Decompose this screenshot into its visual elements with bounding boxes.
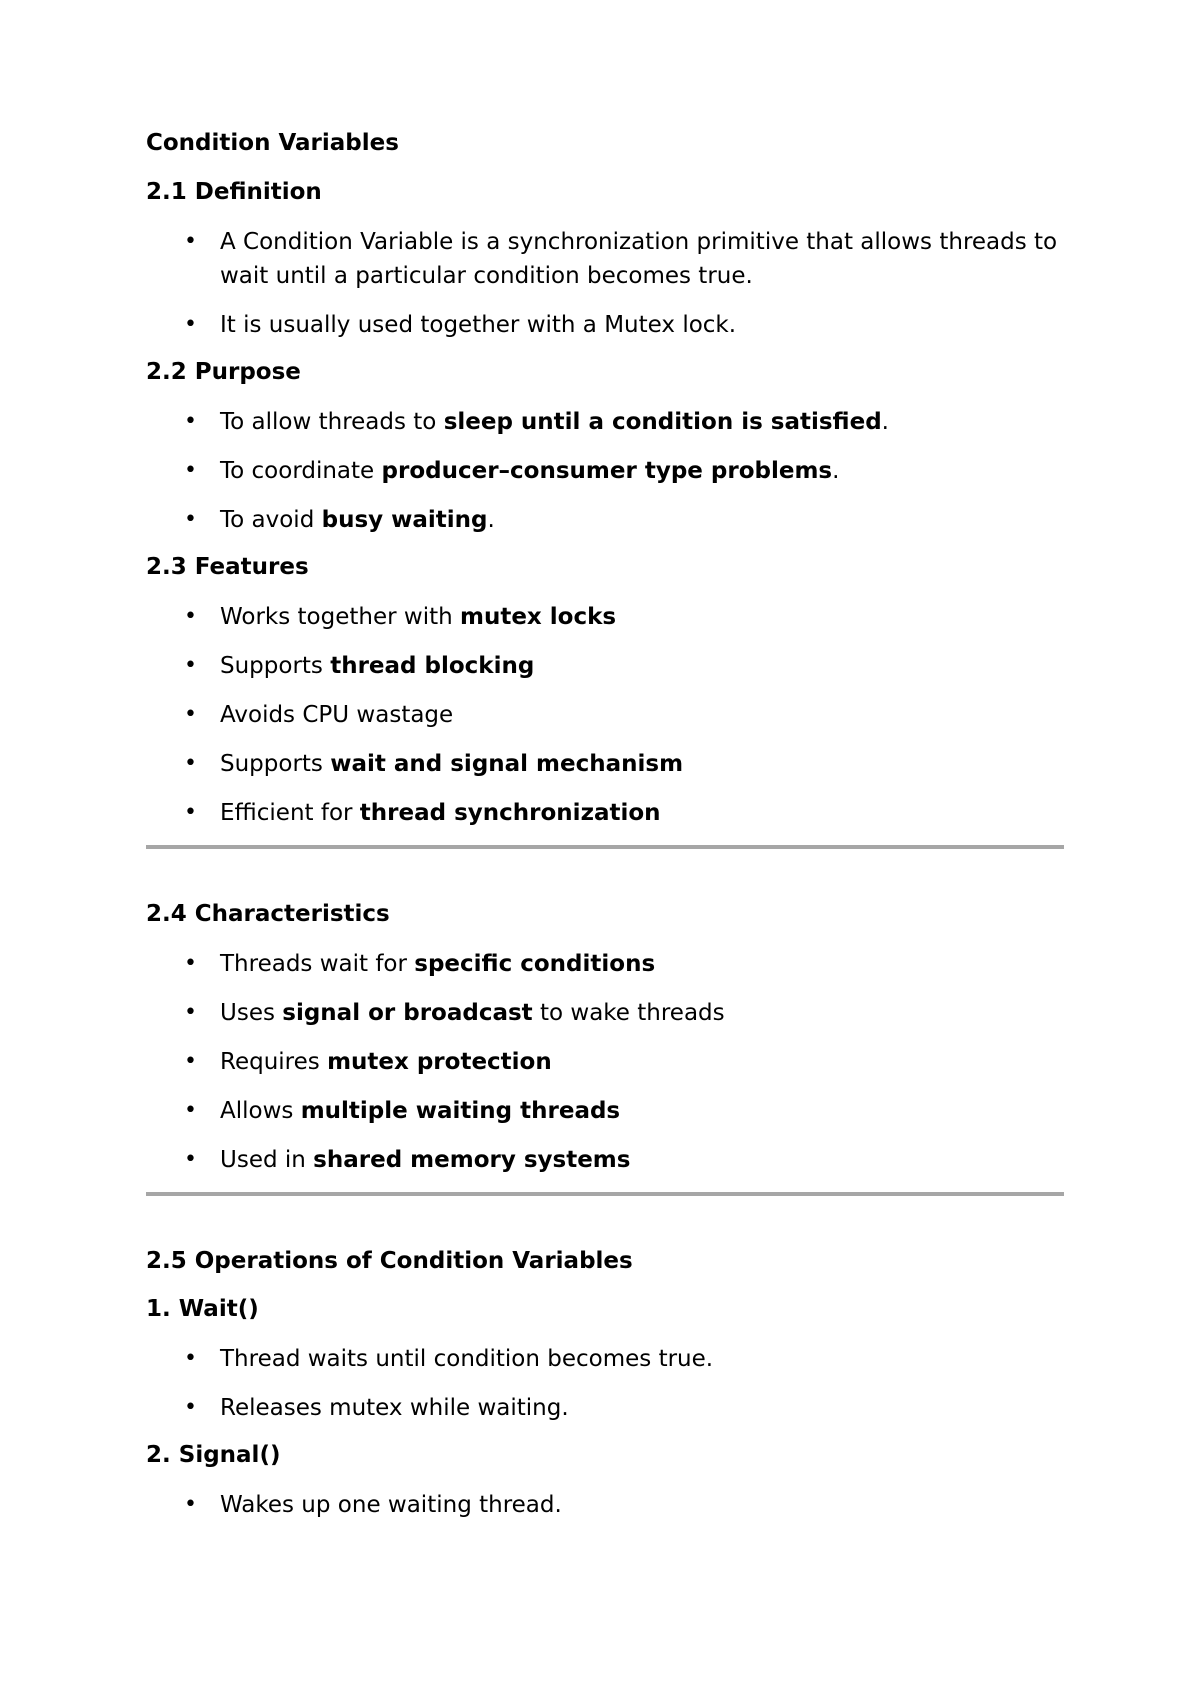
- bullet-item: [146, 996, 1064, 1030]
- bullet-list: [146, 225, 1064, 342]
- bullet-item: [146, 947, 1064, 981]
- bullet-dot-icon: •: [184, 1098, 197, 1123]
- section-heading: 2.4 Characteristics: [146, 901, 390, 927]
- bold-text: specific conditions: [414, 951, 656, 977]
- text: A Condition Variable is a synchronization primitive that allows threads to wait until a particular condition becomes true.: [220, 229, 1058, 289]
- text: To allow threads to: [220, 409, 444, 435]
- text: Uses: [220, 1000, 283, 1026]
- bullet-dot-icon: •: [184, 702, 197, 727]
- bullet-dot-icon: •: [184, 951, 197, 976]
- section-heading: 1. Wait(): [146, 1296, 259, 1322]
- bullet-item: [146, 1488, 1064, 1522]
- section-heading: 2.1 Definition: [146, 179, 322, 205]
- text: Avoids CPU wastage: [220, 702, 454, 728]
- text: Thread waits until condition becomes true.: [220, 1346, 714, 1372]
- text: Wakes up one waiting thread.: [220, 1492, 562, 1518]
- text: .: [487, 507, 495, 533]
- bullet-dot-icon: •: [184, 1492, 197, 1517]
- bullet-item: [146, 308, 1064, 342]
- bullet-item: [146, 1342, 1064, 1376]
- text: Requires: [220, 1049, 328, 1075]
- text: Efficient for: [220, 800, 360, 826]
- document-title: Condition Variables: [146, 130, 399, 156]
- text: Supports: [220, 653, 331, 679]
- bold-text: busy waiting: [321, 507, 488, 533]
- bullet-dot-icon: •: [184, 1000, 197, 1025]
- bold-text: sleep until a condition is satisfied: [443, 409, 882, 435]
- text: Works together with: [220, 604, 460, 630]
- bullet-item: [146, 600, 1064, 634]
- bullet-item: [146, 698, 1064, 732]
- section-heading: 2.2 Purpose: [146, 359, 301, 385]
- text: Used in: [220, 1147, 314, 1173]
- text: .: [832, 458, 840, 484]
- horizontal-divider: [146, 1192, 1064, 1196]
- text: Releases mutex while waiting.: [220, 1395, 569, 1421]
- bullet-item: [146, 1143, 1064, 1177]
- bullet-list: [146, 1488, 1064, 1522]
- bullet-dot-icon: •: [184, 653, 197, 678]
- text: Supports: [220, 751, 331, 777]
- bold-text: wait and signal mechanism: [330, 751, 684, 777]
- bullet-dot-icon: •: [184, 1346, 197, 1371]
- bullet-item: [146, 503, 1064, 537]
- horizontal-divider: [146, 845, 1064, 849]
- text: Threads wait for: [220, 951, 415, 977]
- bold-text: thread synchronization: [359, 800, 661, 826]
- bold-text: thread blocking: [330, 653, 535, 679]
- bullet-dot-icon: •: [184, 604, 197, 629]
- bullet-item: [146, 747, 1064, 781]
- section-heading: 2.5 Operations of Condition Variables: [146, 1248, 633, 1274]
- bullet-dot-icon: •: [184, 458, 197, 483]
- bold-text: multiple waiting threads: [300, 1098, 621, 1124]
- text: It is usually used together with a Mutex lock.: [220, 312, 737, 338]
- bold-text: shared memory systems: [313, 1147, 631, 1173]
- bullet-dot-icon: •: [184, 229, 197, 254]
- section-heading: 2.3 Features: [146, 554, 309, 580]
- bullet-dot-icon: •: [184, 1147, 197, 1172]
- document-body: [146, 177, 1064, 1522]
- bullet-dot-icon: •: [184, 312, 197, 337]
- bullet-list: [146, 947, 1064, 1177]
- text: To coordinate: [220, 458, 382, 484]
- document-page: [146, 128, 1064, 1537]
- bullet-list: [146, 405, 1064, 537]
- bullet-list: [146, 1342, 1064, 1425]
- bullet-item: [146, 796, 1064, 830]
- text: .: [881, 409, 889, 435]
- bullet-dot-icon: •: [184, 409, 197, 434]
- bold-text: producer–consumer type problems: [381, 458, 833, 484]
- bullet-item: [146, 1045, 1064, 1079]
- bullet-dot-icon: •: [184, 800, 197, 825]
- bullet-dot-icon: •: [184, 1049, 197, 1074]
- bullet-dot-icon: •: [184, 1395, 197, 1420]
- bullet-list: [146, 600, 1064, 830]
- text: Allows: [220, 1098, 301, 1124]
- bullet-item: [146, 454, 1064, 488]
- bullet-item: [146, 225, 1064, 293]
- bold-text: mutex protection: [327, 1049, 552, 1075]
- bold-text: signal or broadcast: [282, 1000, 533, 1026]
- text: To avoid: [220, 507, 322, 533]
- bold-text: mutex locks: [460, 604, 617, 630]
- bullet-item: [146, 405, 1064, 439]
- bullet-dot-icon: •: [184, 751, 197, 776]
- bullet-item: [146, 1391, 1064, 1425]
- bullet-item: [146, 1094, 1064, 1128]
- section-heading: 2. Signal(): [146, 1442, 281, 1468]
- bullet-dot-icon: •: [184, 507, 197, 532]
- text: to wake threads: [532, 1000, 725, 1026]
- bullet-item: [146, 649, 1064, 683]
